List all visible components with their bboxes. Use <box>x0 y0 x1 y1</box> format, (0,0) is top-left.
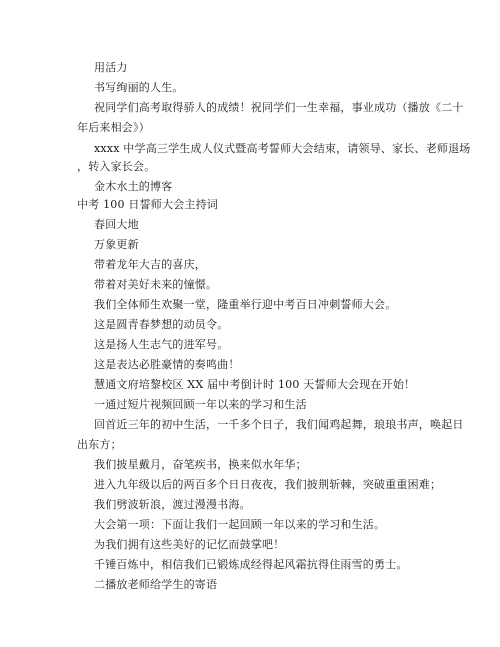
text-line: 千锤百炼中，相信我们已锻炼成经得起风霜抗得住雨雪的勇士。 <box>94 558 408 571</box>
text-line: 用活力 <box>94 61 128 74</box>
text-line: 金木水土的博客 <box>94 180 173 193</box>
text-line: xxxx 中学高三学生成人仪式暨高考誓师大会结束，请领导、家长、老师退场 <box>94 142 471 155</box>
text-line: 出东方； <box>77 438 122 451</box>
text-line: 这是表达必胜豪情的奏鸣曲！ <box>94 358 240 371</box>
text-line: 万象更新 <box>94 238 139 251</box>
text-line: 带着龙年大吉的喜庆， <box>94 258 206 271</box>
text-line: 我们披星戴月，奋笔疾书，换来似水年华； <box>94 458 307 471</box>
text-line: 进入九年级以后的两百多个日日夜夜，我们披荆斩棘，突破重重困难； <box>94 478 442 491</box>
text-line: 这是扬人生志气的进军号。 <box>94 338 229 351</box>
heading: 中考 100 日誓师大会主持词 <box>77 198 218 211</box>
text-line: ，转入家长会。 <box>77 160 156 173</box>
text-line: 为我们拥有这些美好的记忆而鼓掌吧！ <box>94 538 285 551</box>
text-line: 这是圆青春梦想的动员令。 <box>94 318 229 331</box>
text-line: 年后来相会》） <box>77 121 150 134</box>
text-line: 我们全体师生欢聚一堂，隆重举行迎中考百日冲刺誓师大会。 <box>94 298 397 311</box>
text-line: 慧通文府培黎校区 XX 届中考倒计时 100 天誓师大会现在开始！ <box>94 378 416 391</box>
text-line: 春回大地 <box>94 218 139 231</box>
text-line: 一通过短片视频回顾一年以来的学习和生活 <box>94 398 307 411</box>
text-line: 书写绚丽的人生。 <box>94 81 184 94</box>
text-line: 我们劈波斩浪，渡过漫漫书海。 <box>94 498 251 511</box>
text-line: 二播放老师给学生的寄语 <box>94 578 218 591</box>
text-line: 大会第一项：下面让我们一起回顾一年以来的学习和生活。 <box>94 518 386 531</box>
text-line: 祝同学们高考取得骄人的成绩！祝同学们一生幸福，事业成功（播放《二十 <box>94 101 464 114</box>
text-line: 回首近三年的初中生活，一千多个日子，我们闻鸡起舞，琅琅书声，唤起日 <box>94 418 464 431</box>
text-line: 带着对美好未来的憧憬。 <box>94 278 218 291</box>
